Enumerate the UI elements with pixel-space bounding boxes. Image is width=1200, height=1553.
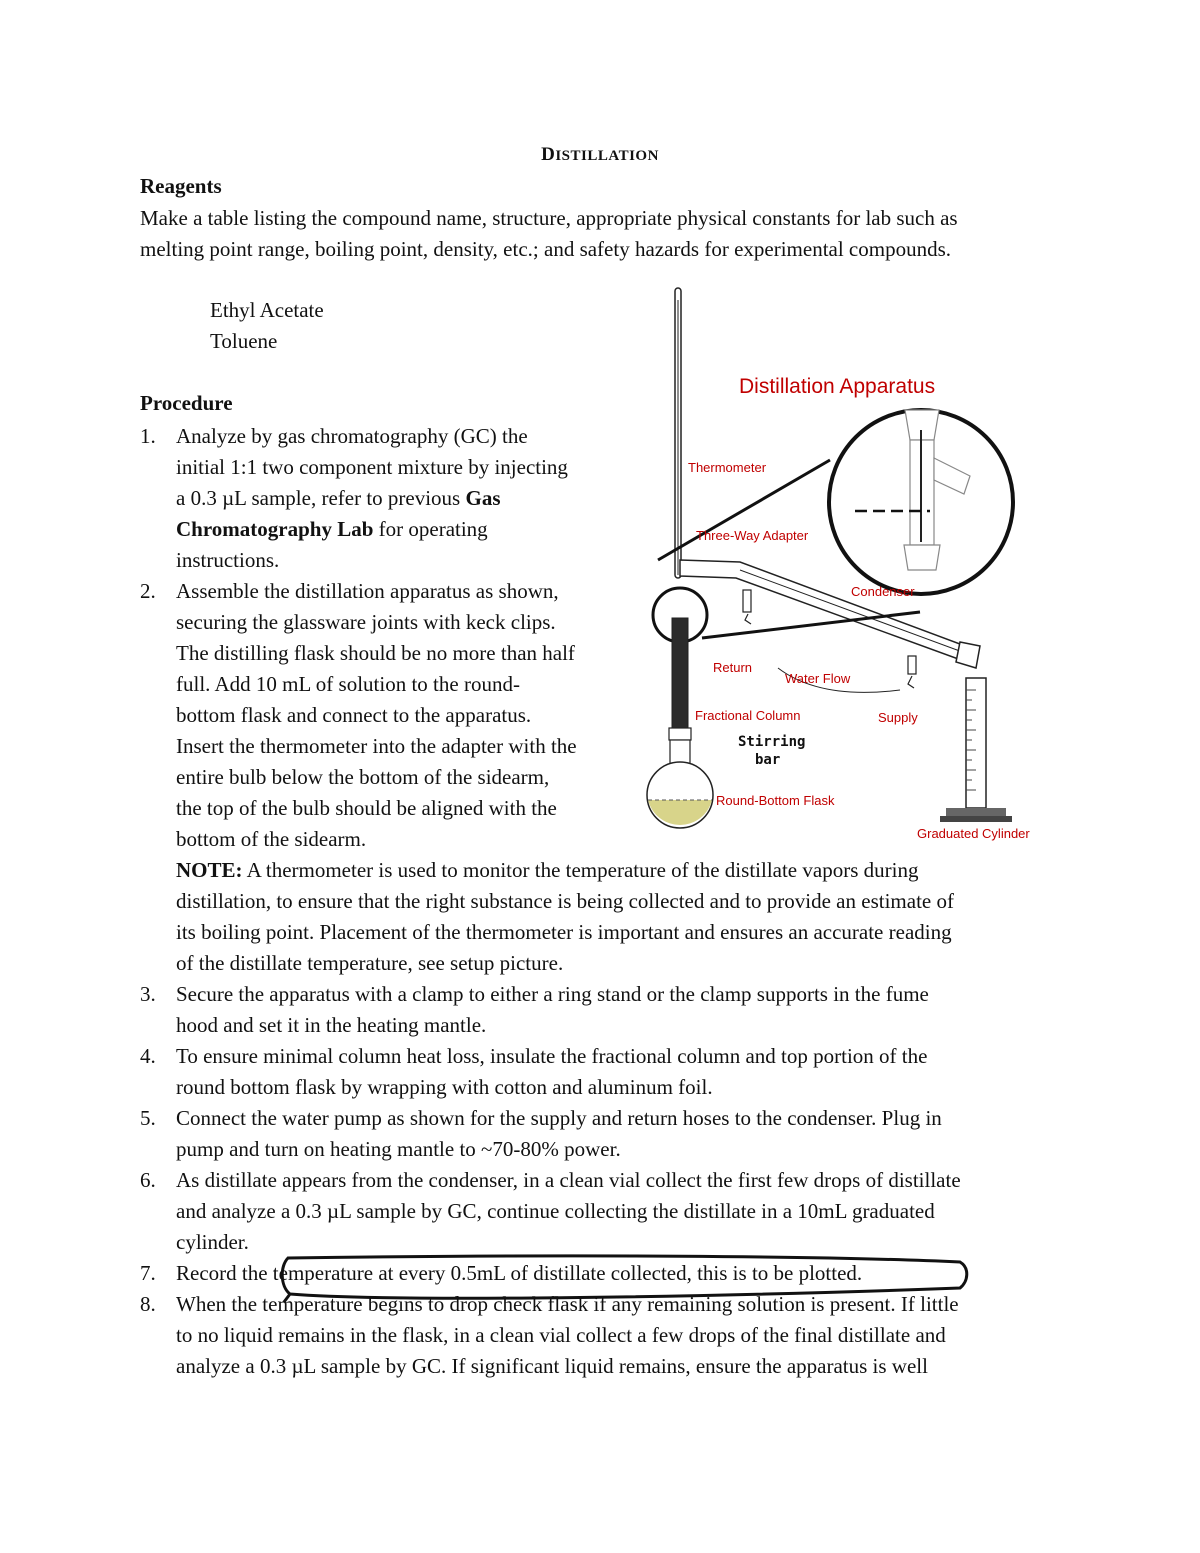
step-line: initial 1:1 two component mixture by injecting — [176, 455, 568, 479]
diagram-title: Distillation Apparatus — [739, 375, 936, 398]
document-title: DISTILLATION — [541, 144, 659, 165]
return-nozzle-icon — [743, 590, 751, 624]
step-8-text — [176, 1289, 959, 1382]
handwritten-note-line-1: Stirring — [738, 734, 806, 750]
step-5-text — [176, 1103, 942, 1165]
label-condenser: Condenser — [851, 584, 915, 599]
procedure-heading: Procedure — [140, 391, 233, 415]
label-return: Return — [713, 660, 753, 675]
step-8-number: 8. — [140, 1292, 156, 1316]
step-line: Secure the apparatus with a clamp to either a ring stand or the clamp supports in the fume — [176, 982, 929, 1006]
step-line: instructions. — [176, 548, 280, 572]
step-4-text — [176, 1041, 927, 1103]
step-line: the top of the bulb should be aligned with the — [176, 796, 557, 820]
step-line: securing the glassware joints with keck clips. — [176, 610, 556, 634]
step-line: cylinder. — [176, 1230, 249, 1254]
step-line: full. Add 10 mL of solution to the round- — [176, 672, 520, 696]
step-line: As distillate appears from the condenser, in a clean vial collect the first few drops of distillate — [176, 1168, 961, 1192]
graduated-cylinder-icon — [940, 678, 1012, 822]
reagents-intro-line: melting point range, boiling point, density, etc.; and safety hazards for experimental compounds. — [140, 237, 952, 261]
step-6-text — [176, 1165, 961, 1258]
reagents-heading: Reagents — [140, 174, 222, 198]
note-line: NOTE: A thermometer is used to monitor the temperature of the distillate vapors during — [176, 858, 919, 882]
step-2-number: 2. — [140, 579, 156, 603]
step-3-number: 3. — [140, 982, 156, 1006]
thermometer-icon — [675, 288, 681, 578]
step-line: to no liquid remains in the flask, in a clean vial collect a few drops of the final distillate and — [176, 1323, 946, 1347]
note-line: distillation, to ensure that the right substance is being collected and to provide an estimate of — [176, 889, 954, 913]
step-line: analyze a 0.3 µL sample by GC. If significant liquid remains, ensure the apparatus is well — [176, 1354, 928, 1378]
zoom-line-top — [658, 460, 830, 560]
step-4-number: 4. — [140, 1044, 156, 1068]
step-line: a 0.3 µL sample, refer to previous Gas — [176, 486, 501, 510]
step-1-number: 1. — [140, 424, 156, 448]
step-line: pump and turn on heating mantle to ~70-80% power. — [176, 1137, 621, 1161]
step-line: Connect the water pump as shown for the supply and return hoses to the condenser. Plug in — [176, 1106, 942, 1130]
step-line: hood and set it in the heating mantle. — [176, 1013, 487, 1037]
reagents-intro-line: Make a table listing the compound name, structure, appropriate physical constants for lab such as — [140, 206, 958, 230]
note-label: NOTE: — [176, 858, 243, 882]
supply-nozzle-icon — [908, 656, 916, 688]
zoom-inset — [829, 410, 1013, 594]
step-line: bottom of the sidearm. — [176, 827, 367, 851]
handwritten-note-line-2: bar — [755, 752, 781, 768]
step-3-text — [176, 979, 929, 1041]
step-line: entire bulb below the bottom of the sidearm, — [176, 765, 550, 789]
step-7-number: 7. — [140, 1261, 156, 1285]
step-line: When the temperature begins to drop check flask if any remaining solution is present. If little — [176, 1292, 959, 1316]
step-line: Chromatography Lab for operating — [176, 517, 488, 541]
round-bottom-flask-icon — [647, 740, 713, 828]
step-line: round bottom flask by wrapping with cotton and aluminum foil. — [176, 1075, 713, 1099]
reagent-ethyl-acetate: Ethyl Acetate — [210, 298, 324, 322]
label-supply: Supply — [878, 710, 918, 725]
step-6-number: 6. — [140, 1168, 156, 1192]
step-line: To ensure minimal column heat loss, insulate the fractional column and top portion of the — [176, 1044, 928, 1068]
reagents-intro — [140, 203, 958, 265]
note-line: of the distillate temperature, see setup picture. — [176, 951, 564, 975]
step-line: The distilling flask should be no more than half — [176, 641, 575, 665]
step-line: Assemble the distillation apparatus as shown, — [176, 579, 559, 603]
label-thermometer: Thermometer — [688, 460, 767, 475]
reagent-toluene: Toluene — [210, 329, 278, 353]
label-water-flow: Water Flow — [785, 671, 851, 686]
label-graduated-cylinder: Graduated Cylinder — [917, 826, 1030, 841]
step-1-text — [176, 421, 568, 576]
step-line: Insert the thermometer into the adapter with the — [176, 734, 577, 758]
label-three-way-adapter: Three-Way Adapter — [696, 528, 809, 543]
label-round-bottom-flask: Round-Bottom Flask — [716, 793, 835, 808]
note-line: its boiling point. Placement of the thermometer is important and ensures an accurate reading — [176, 920, 952, 944]
step-5-number: 5. — [140, 1106, 156, 1130]
step-line: bottom flask and connect to the apparatus. — [176, 703, 532, 727]
label-fractional-column: Fractional Column — [695, 708, 801, 723]
distillation-apparatus-diagram — [640, 280, 1060, 860]
step-line: and analyze a 0.3 µL sample by GC, continue collecting the distillate in a 10mL graduated — [176, 1199, 935, 1223]
step-line: Record the temperature at every 0.5mL of distillate collected, this is to be plotted. — [176, 1261, 863, 1285]
step-line: Analyze by gas chromatography (GC) the — [176, 424, 528, 448]
fractional-column-icon — [669, 618, 691, 740]
